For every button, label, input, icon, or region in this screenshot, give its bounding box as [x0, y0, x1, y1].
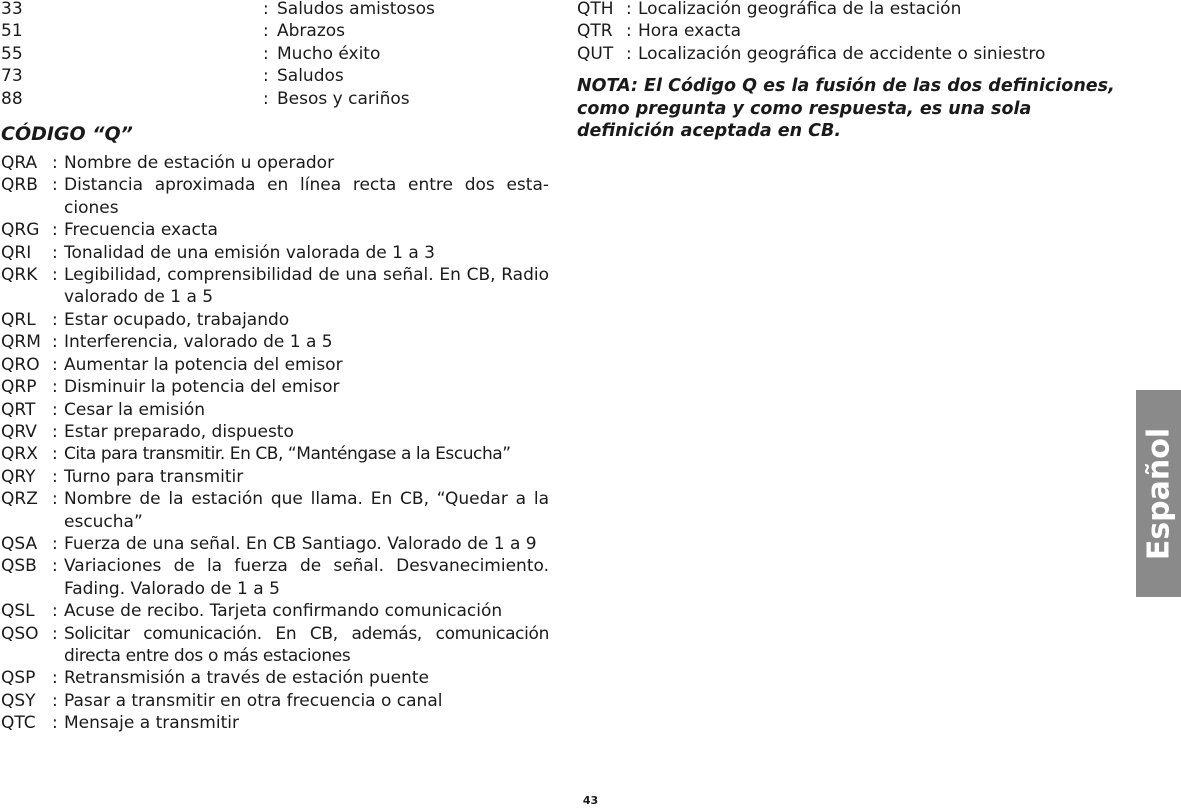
code: 33 — [1, 0, 23, 19]
meaning: Acuse de recibo. Tarjeta confirmando comunicación — [64, 601, 503, 622]
meaning: Cesar la emisión — [64, 399, 206, 420]
meaning: Turno para transmitir — [64, 466, 244, 487]
list-item — [1, 20, 549, 42]
code: QSY — [1, 690, 36, 711]
separator: : — [52, 220, 58, 241]
meaning: Mensaje a transmitir — [64, 713, 239, 734]
separator: : — [52, 489, 58, 510]
separator: : — [52, 713, 58, 734]
separator: : — [263, 0, 269, 19]
code: QSP — [1, 668, 36, 689]
code: QTR — [577, 21, 613, 42]
list-item — [1, 690, 549, 712]
list-item — [1, 65, 549, 87]
q-codes-list-continued — [577, 0, 1127, 65]
code: QTH — [577, 0, 614, 19]
right-column — [577, 0, 1127, 142]
meaning: Besos y cariños — [277, 88, 410, 109]
list-item — [1, 712, 549, 734]
code: QRP — [1, 377, 37, 398]
separator: : — [52, 668, 58, 689]
list-item — [1, 331, 549, 353]
numeric-codes-list — [1, 0, 549, 110]
meaning: Localización geográfica de la estación — [638, 0, 962, 19]
separator: : — [52, 421, 58, 442]
list-item — [1, 623, 549, 668]
separator: : — [52, 354, 58, 375]
code: QRL — [1, 309, 36, 330]
list-item — [1, 488, 549, 533]
list-item — [577, 20, 1127, 42]
code: QRX — [1, 444, 38, 465]
meaning: Mucho éxito — [277, 43, 381, 64]
meaning: Nombre de estación u operador — [64, 153, 335, 174]
separator: : — [626, 0, 632, 19]
separator: : — [52, 377, 58, 398]
meaning: Legibilidad, comprensibilidad de una señal. En CB, Radio valorado de 1 a 5 — [64, 265, 549, 308]
separator: : — [52, 309, 58, 330]
code: QRA — [1, 153, 38, 174]
code: QSA — [1, 533, 38, 554]
list-item — [1, 174, 549, 219]
separator: : — [52, 533, 58, 554]
code: 55 — [1, 43, 23, 64]
separator: : — [52, 601, 58, 622]
meaning: Hora exacta — [638, 21, 742, 42]
list-item — [1, 309, 549, 331]
list-item — [1, 667, 549, 689]
separator: : — [52, 466, 58, 487]
separator: : — [52, 153, 58, 174]
separator: : — [52, 556, 58, 577]
code: QRT — [1, 399, 36, 420]
separator: : — [52, 623, 58, 644]
separator: : — [52, 444, 58, 465]
code: QRO — [1, 354, 40, 375]
separator: : — [626, 21, 632, 42]
list-item — [1, 242, 549, 264]
code: QRB — [1, 175, 38, 196]
meaning: Saludos amistosos — [277, 0, 435, 19]
code: QRY — [1, 466, 36, 487]
language-tab-label: Español — [1141, 427, 1176, 560]
meaning: Distancia aproximada en línea recta entre dos esta-ciones — [64, 175, 549, 218]
meaning: Pasar a transmitir en otra frecuencia o canal — [64, 690, 443, 711]
code: QRM — [1, 332, 41, 353]
meaning: Aumentar la potencia del emisor — [64, 354, 343, 375]
code: 51 — [1, 21, 23, 42]
list-item — [1, 555, 549, 600]
list-item — [1, 421, 549, 443]
separator: : — [52, 332, 58, 353]
left-column — [1, 0, 549, 735]
meaning: Fuerza de una señal. En CB Santiago. Valorado de 1 a 9 — [64, 533, 537, 554]
list-item — [1, 264, 549, 309]
list-item — [1, 466, 549, 488]
meaning: Tonalidad de una emisión valorada de 1 a 3 — [64, 242, 435, 263]
list-item — [1, 533, 549, 555]
list-item — [1, 219, 549, 241]
code: 88 — [1, 88, 23, 109]
meaning: Cita para transmitir. En CB, “Manténgase a la Escucha” — [64, 444, 511, 465]
separator: : — [52, 690, 58, 711]
list-item — [1, 399, 549, 421]
page-number: 43 — [582, 794, 599, 807]
code: QRV — [1, 421, 37, 442]
code: QSL — [1, 601, 35, 622]
meaning: Nombre de la estación que llama. En CB, “Quedar a la escucha” — [64, 489, 549, 532]
separator: : — [52, 242, 58, 263]
code: QUT — [577, 43, 614, 64]
meaning: Retransmisión a través de estación puente — [64, 668, 429, 689]
code: QRI — [1, 242, 32, 263]
list-item — [1, 354, 549, 376]
list-item — [1, 88, 549, 110]
meaning: Disminuir la potencia del emisor — [64, 377, 340, 398]
list-item — [577, 43, 1127, 65]
meaning: Interferencia, valorado de 1 a 5 — [64, 332, 333, 353]
separator: : — [626, 43, 632, 64]
meaning: Localización geográfica de accidente o siniestro — [638, 43, 1046, 64]
code: QRZ — [1, 489, 38, 510]
list-item — [1, 376, 549, 398]
list-item — [1, 43, 549, 65]
code: QRG — [1, 220, 40, 241]
meaning: Frecuencia exacta — [64, 220, 218, 241]
language-tab — [1136, 390, 1181, 597]
separator: : — [263, 21, 269, 42]
separator: : — [52, 175, 58, 196]
meaning: Solicitar comunicación. En CB, además, comunicación directa entre dos o más estaciones — [64, 623, 549, 666]
meaning: Estar ocupado, trabajando — [64, 309, 290, 330]
q-codes-list — [1, 152, 549, 735]
code: QTC — [1, 713, 36, 734]
list-item — [1, 0, 549, 20]
meaning: Abrazos — [277, 21, 346, 42]
code: QRK — [1, 265, 38, 286]
list-item — [577, 0, 1127, 20]
separator: : — [263, 88, 269, 109]
list-item — [1, 600, 549, 622]
separator: : — [263, 43, 269, 64]
code: QSO — [1, 623, 39, 644]
separator: : — [52, 265, 58, 286]
list-item — [1, 152, 549, 174]
meaning: Variaciones de la fuerza de señal. Desvanecimiento. Fading. Valorado de 1 a 5 — [64, 556, 549, 599]
meaning: Estar preparado, dispuesto — [64, 421, 294, 442]
separator: : — [52, 399, 58, 420]
note-paragraph: NOTA: El Código Q es la fusión de las dos definiciones, como pregunta y como respuesta, es una sola definición aceptada en CB. — [577, 76, 1115, 142]
separator: : — [263, 66, 269, 87]
meaning: Saludos — [277, 66, 344, 87]
code: 73 — [1, 66, 23, 87]
code: QSB — [1, 556, 37, 577]
list-item — [1, 443, 549, 465]
section-heading: CÓDIGO “Q” — [1, 123, 133, 146]
